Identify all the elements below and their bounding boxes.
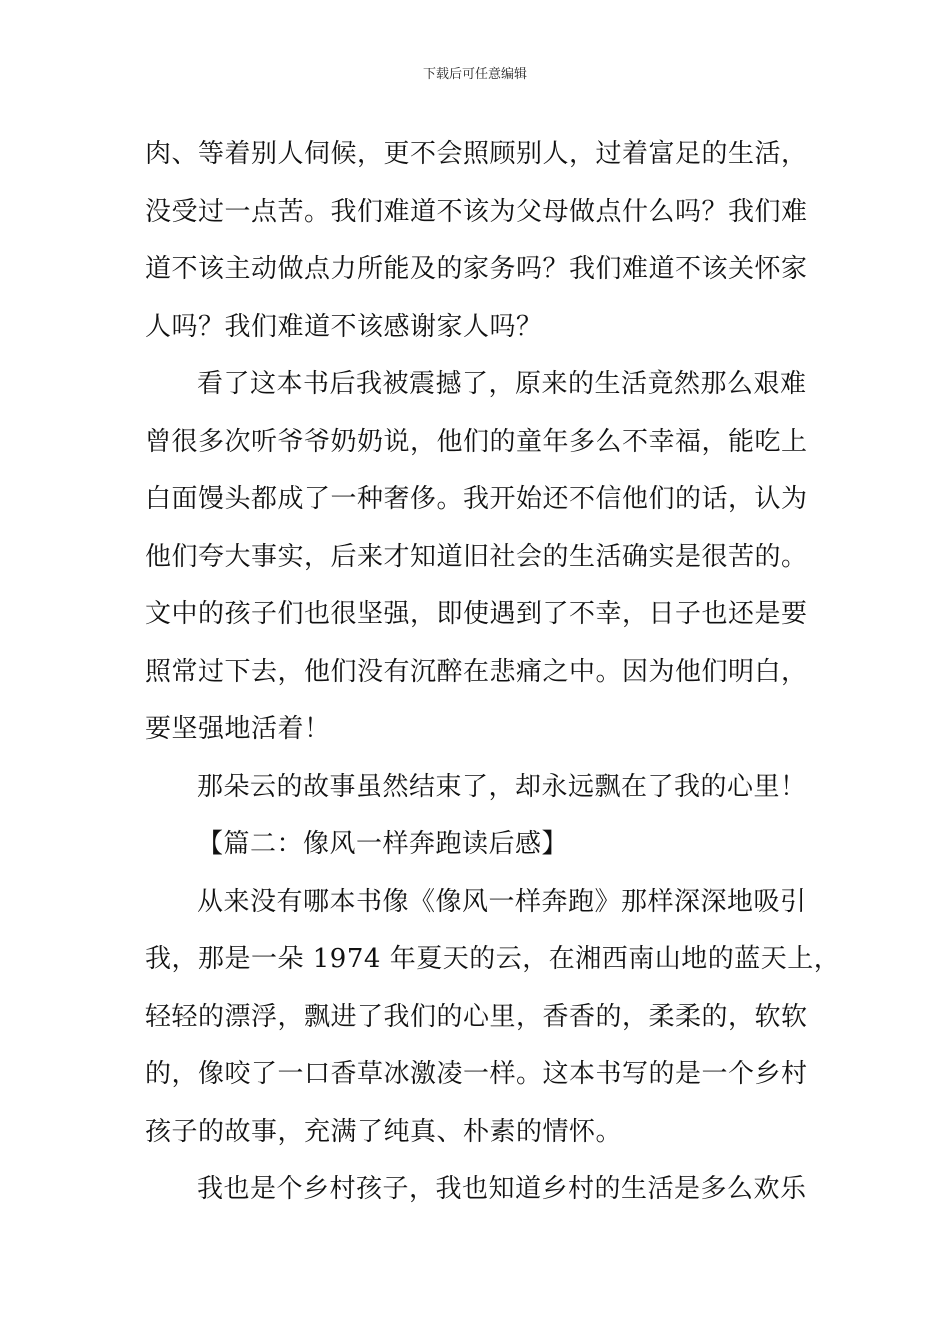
text-line: 白面馒头都成了一种奢侈。我开始还不信他们的话，认为: [145, 484, 808, 514]
text-line: 我，那是一朵 1974 年夏天的云，在湘西南山地的蓝天上，: [145, 944, 841, 974]
text-line: 轻轻的漂浮，飘进了我们的心里，香香的，柔柔的，软软: [145, 1001, 808, 1032]
text-line: 我也是个乡村孩子，我也知道乡村的生活是多么欢乐: [197, 1174, 807, 1204]
text-line: 他们夸大事实，后来才知道旧社会的生活确实是很苦的。: [145, 541, 808, 572]
text-line: 人吗？我们难道不该感谢家人吗？: [145, 311, 543, 342]
text-line: 看了这本书后我被震撼了，原来的生活竟然那么艰难: [197, 369, 807, 399]
text-line: 肉、等着别人伺候，更不会照顾别人，过着富足的生活，: [145, 139, 808, 169]
text-line: 文中的孩子们也很坚强，即使遇到了不幸，日子也还是要: [145, 599, 808, 629]
text-line: 的，像咬了一口香草冰激凌一样。这本书写的是一个乡村: [145, 1059, 808, 1089]
text-line: 要坚强地活着！: [145, 714, 331, 744]
text-line: 照常过下去，他们没有沉醉在悲痛之中。因为他们明白，: [145, 656, 808, 687]
page-header: 下载后可任意编辑: [422, 67, 527, 82]
text-line: 从来没有哪本书像《像风一样奔跑》那样深深地吸引: [197, 886, 807, 917]
text-line: 曾很多次听爷爷奶奶说，他们的童年多么不幸福，能吃上: [145, 426, 808, 457]
text-line: 没受过一点苦。我们难道不该为父母做点什么吗？我们难: [145, 196, 808, 227]
text-line: 那朵云的故事虽然结束了，却永远飘在了我的心里！: [197, 771, 807, 802]
document-body: [145, 126, 841, 1219]
text-line: 道不该主动做点力所能及的家务吗？我们难道不该关怀家: [145, 254, 808, 284]
text-line: 孩子的故事，充满了纯真、朴素的情怀。: [145, 1116, 623, 1147]
text-line: 【篇二：像风一样奔跑读后感】: [197, 829, 569, 859]
